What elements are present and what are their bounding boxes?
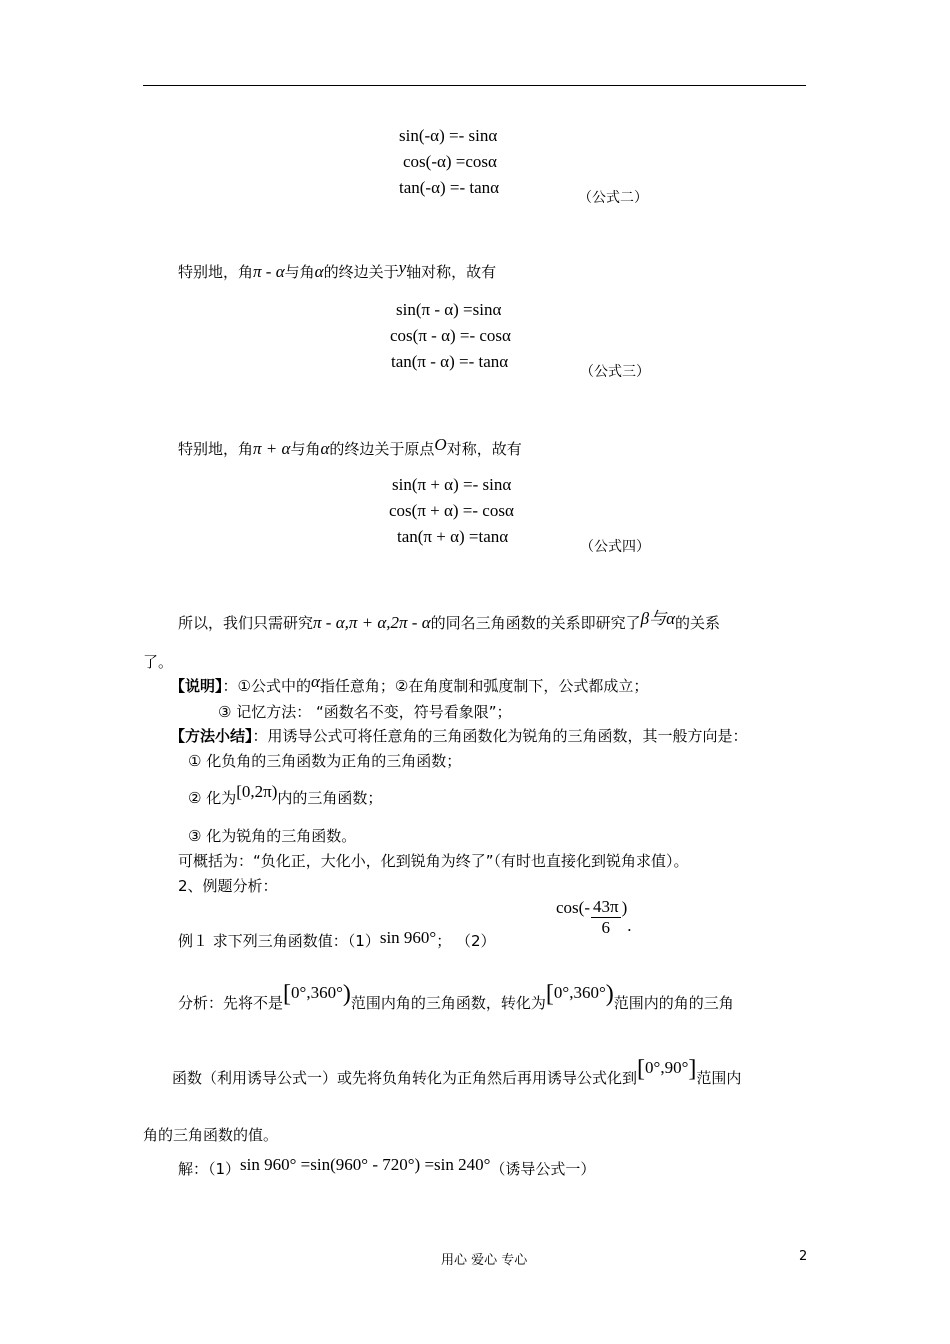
formula-2-tag: （公式二） bbox=[578, 190, 648, 206]
example-1-fraction: cos(- $\frac{43\pi}{6}$ ). bbox=[556, 897, 632, 937]
method-step-1: ① 化负角的三角函数为正角的三角函数； bbox=[188, 752, 462, 770]
analysis-line-1: 分析：先将不是[0°,360°)范围内角的三角函数，转化为[0°,360°)范围内的角的三角 bbox=[178, 981, 734, 1012]
solution-line-1: 解：（1）sin 960° =sin(960° - 720°) =sin 240°（诱导公式一） bbox=[178, 1155, 596, 1178]
formula-4-line-2: cos(π + α) =- cosα bbox=[389, 501, 514, 520]
formula-4-line-3: tan(π + α) =tanα bbox=[397, 527, 509, 546]
formula-4-tag: （公式四） bbox=[580, 539, 650, 555]
paragraph-4: 特别地，角π + α与角α的终边关于原点O对称，故有 bbox=[178, 435, 522, 458]
note-line-1: 【说明】：①公式中的α指任意角；②在角度制和弧度制下，公式都成立； bbox=[170, 672, 649, 695]
analysis-line-3: 角的三角函数的值。 bbox=[143, 1126, 279, 1144]
paragraph-3: 特别地，角π - α与角α的终边关于y轴对称，故有 bbox=[178, 258, 497, 281]
method-step-2: ② 化为[0,2π)内的三角函数； bbox=[188, 782, 383, 807]
formula-3-tag: （公式三） bbox=[580, 364, 650, 380]
analysis-line-2: 函数（利用诱导公式一）或先将负角转化为正角然后再用诱导公式化到[0°,90°]范围内 bbox=[172, 1056, 742, 1087]
formula-3-line-2: cos(π - α) =- cosα bbox=[390, 326, 511, 345]
example-heading: 2、例题分析： bbox=[178, 877, 278, 895]
page-number: 2 bbox=[799, 1249, 808, 1264]
formula-3-line-1: sin(π - α) =sinα bbox=[396, 300, 502, 319]
example-1-prefix: 例１ 求下列三角函数值：（1）sin 960°； （2） bbox=[178, 928, 496, 950]
footer-motto: 用心 爱心 专心 bbox=[441, 1253, 528, 1268]
note-line-2: ③ 记忆方法： “函数名不变，符号看象限”； bbox=[218, 703, 512, 721]
header-rule bbox=[143, 85, 806, 86]
fraction: $\frac{43\pi}{6}$ bbox=[592, 897, 619, 937]
formula-3-line-3: tan(π - α) =- tanα bbox=[391, 352, 509, 371]
formula-2-line-3: tan(-α) =- tanα bbox=[399, 178, 500, 197]
formula-2-line-1: sin(-α) =- sinα bbox=[399, 126, 498, 145]
method-summary: 【方法小结】：用诱导公式可将任意角的三角函数化为锐角的三角函数，其一般方向是： bbox=[170, 727, 748, 745]
summary-continuation: 了。 bbox=[143, 653, 174, 671]
method-step-3: ③ 化为锐角的三角函数。 bbox=[188, 827, 357, 845]
formula-4-line-1: sin(π + α) =- sinα bbox=[392, 475, 512, 494]
formula-2-line-2: cos(-α) =cosα bbox=[403, 152, 497, 171]
summary-paragraph: 所以，我们只需研究π - α,π + α,2π - α的同名三角函数的关系即研究了β与α的关系 bbox=[178, 609, 721, 632]
method-general: 可概括为：“负化正，大化小，化到锐角为终了”（有时也直接化到锐角求值）。 bbox=[178, 852, 689, 870]
